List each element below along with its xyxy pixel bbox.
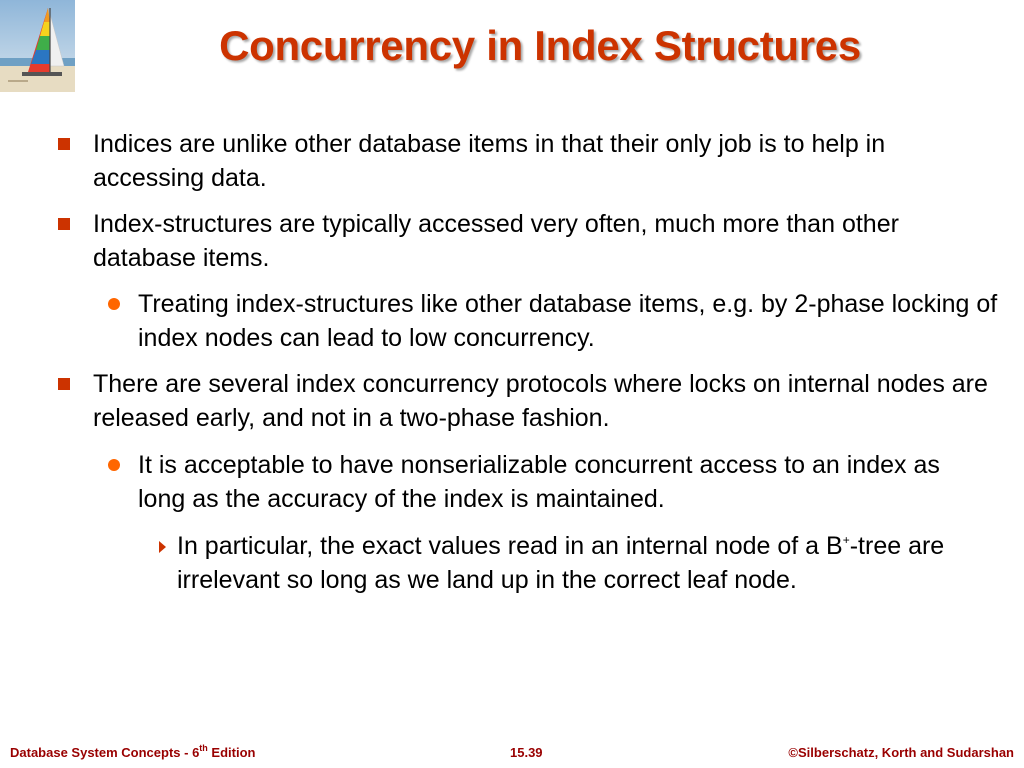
sub-sub-bullet-item [177,529,967,597]
sub-sub-bullet-text [177,529,967,597]
bullet-item [93,367,993,435]
sub-bullet-text: It is acceptable to have nonserializable concurrent access to an index as long as the accuracy of the index is maintained. [138,451,940,513]
footer-copyright: ©Silberschatz, Korth and Sudarshan [788,745,1014,760]
bullet-item [93,127,993,195]
dot-bullet-icon [108,298,120,310]
sub-bullet-item [138,287,1008,355]
bullet-text: Indices are unlike other database items in that their only job is to help in accessing data. [93,130,886,192]
square-bullet-icon [58,218,70,230]
footer-page-number: 15.39 [510,745,543,760]
square-bullet-icon [58,138,70,150]
dot-bullet-icon [108,459,120,471]
triangle-bullet-icon [159,541,166,553]
footer-edition: Edition [207,745,256,760]
sub-bullet-text: Treating index-structures like other database items, e.g. by 2-phase locking of index nodes can lead to low concurrency. [138,290,998,352]
footer-edition-sup: th [199,743,208,753]
footer-book-title: Database System Concepts - 6 [10,745,200,760]
slide-title: Concurrency in Index Structures [219,22,861,69]
bullet-text: Index-structures are typically accessed very often, much more than other database items. [93,210,899,272]
footer-left [10,745,255,760]
sub-bullet-item [138,448,958,516]
square-bullet-icon [58,378,70,390]
bullet-text: There are several index concurrency protocols where locks on internal nodes are released early, and not in a two-phase fashion. [93,370,988,432]
sub-sub-bullet-text-pre: In particular, the exact values read in an internal node of a B [177,532,843,560]
bullet-item [93,207,963,275]
sub-sub-bullet-text-post: -tree are irrelevant so long as we land up in the correct leaf node. [177,532,945,594]
superscript-plus: + [842,533,850,547]
